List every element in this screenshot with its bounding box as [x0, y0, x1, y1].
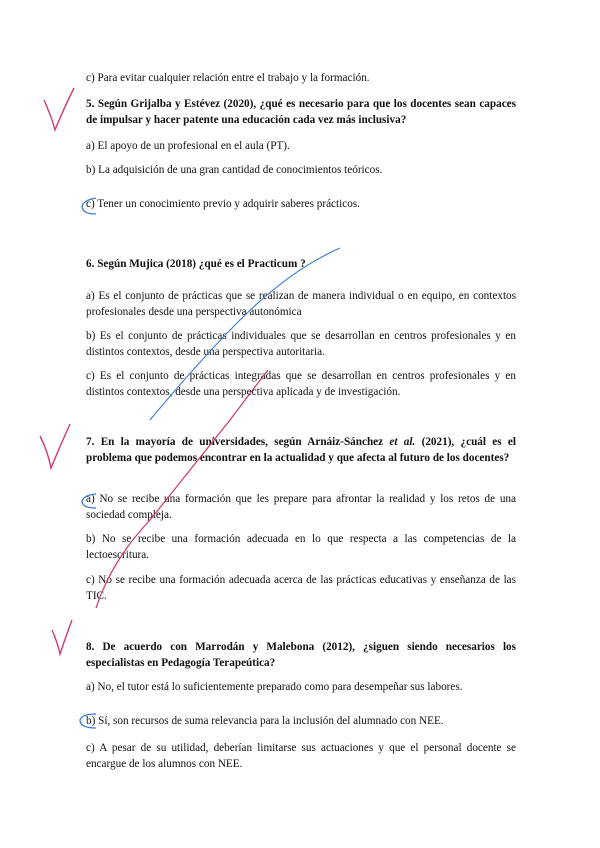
- q7-question-post: (2021), ¿cuál es el problema que podemos encontrar en la actualidad y que afecta al futuro de los docentes?: [86, 436, 517, 464]
- prev-option-c: c) Para evitar cualquier relación entre el trabajo y la formación.: [86, 72, 370, 84]
- q5-option-a: a) El apoyo de un profesional en el aula (PT).: [86, 140, 290, 152]
- q7-question-pre: 7. En la mayoría de universidades, según Arnáiz-Sánchez: [86, 436, 390, 448]
- q7-option-b: b) No se recibe una formación adecuada en lo que respecta a las competencias de la lectoescritura.: [86, 533, 516, 561]
- q8-option-a: a) No, el tutor está lo suficientemente preparado como para desempeñar sus labores.: [86, 681, 463, 693]
- q6-option-c: c) Es el conjunto de prácticas integradas que se desarrollan en centros profesionales y en distintos contextos, desde una perspectiva aplicada y de investigación.: [86, 370, 516, 398]
- check-mark-icon-q8: [52, 620, 72, 654]
- q7-question-italic: et al.: [389, 436, 416, 448]
- q8-option-b: b) Sí, son recursos de suma relevancia para la inclusión del alumnado con NEE.: [86, 715, 444, 727]
- q7-question: [86, 434, 516, 466]
- check-mark-icon-q7: [40, 424, 70, 468]
- q6-option-b: b) Es el conjunto de prácticas individuales que se desarrollan en centros profesionales y en distintos contextos, desde una perspectiva autoritaria.: [86, 330, 516, 358]
- q8-question: 8. De acuerdo con Marrodán y Malebona (2012), ¿siguen siendo necesarios los especialistas en Pedagogía Terapeútica?: [86, 641, 516, 669]
- q6-question: 6. Según Mujica (2018) ¿qué es el Practicum ?: [86, 258, 306, 270]
- q8-option-c: c) A pesar de su utilidad, deberían limitarse sus actuaciones y que el personal docente se encargue de los alumnos con NEE.: [86, 742, 516, 770]
- q5-option-b: b) La adquisición de una gran cantidad de conocimientos teóricos.: [86, 164, 383, 176]
- q5-question: 5. Según Grijalba y Estévez (2020), ¿qué es necesario para que los docentes sean capaces de impulsar y hacer patente una educación cada vez más inclusiva?: [86, 98, 516, 126]
- q6-option-a: a) Es el conjunto de prácticas que se realizan de manera individual o en equipo, en contextos profesionales desde una perspectiva autonómica: [86, 290, 516, 318]
- q5-option-c: c) Tener un conocimiento previo y adquirir saberes prácticos.: [86, 198, 360, 210]
- q7-option-c: c) No se recibe una formación adecuada acerca de las prácticas educativas y enseñanza de las TIC.: [86, 574, 516, 602]
- q7-option-a: a) No se recibe una formación que les prepare para afrontar la realidad y los retos de una sociedad compleja.: [86, 493, 516, 521]
- check-mark-icon-q5: [44, 88, 74, 130]
